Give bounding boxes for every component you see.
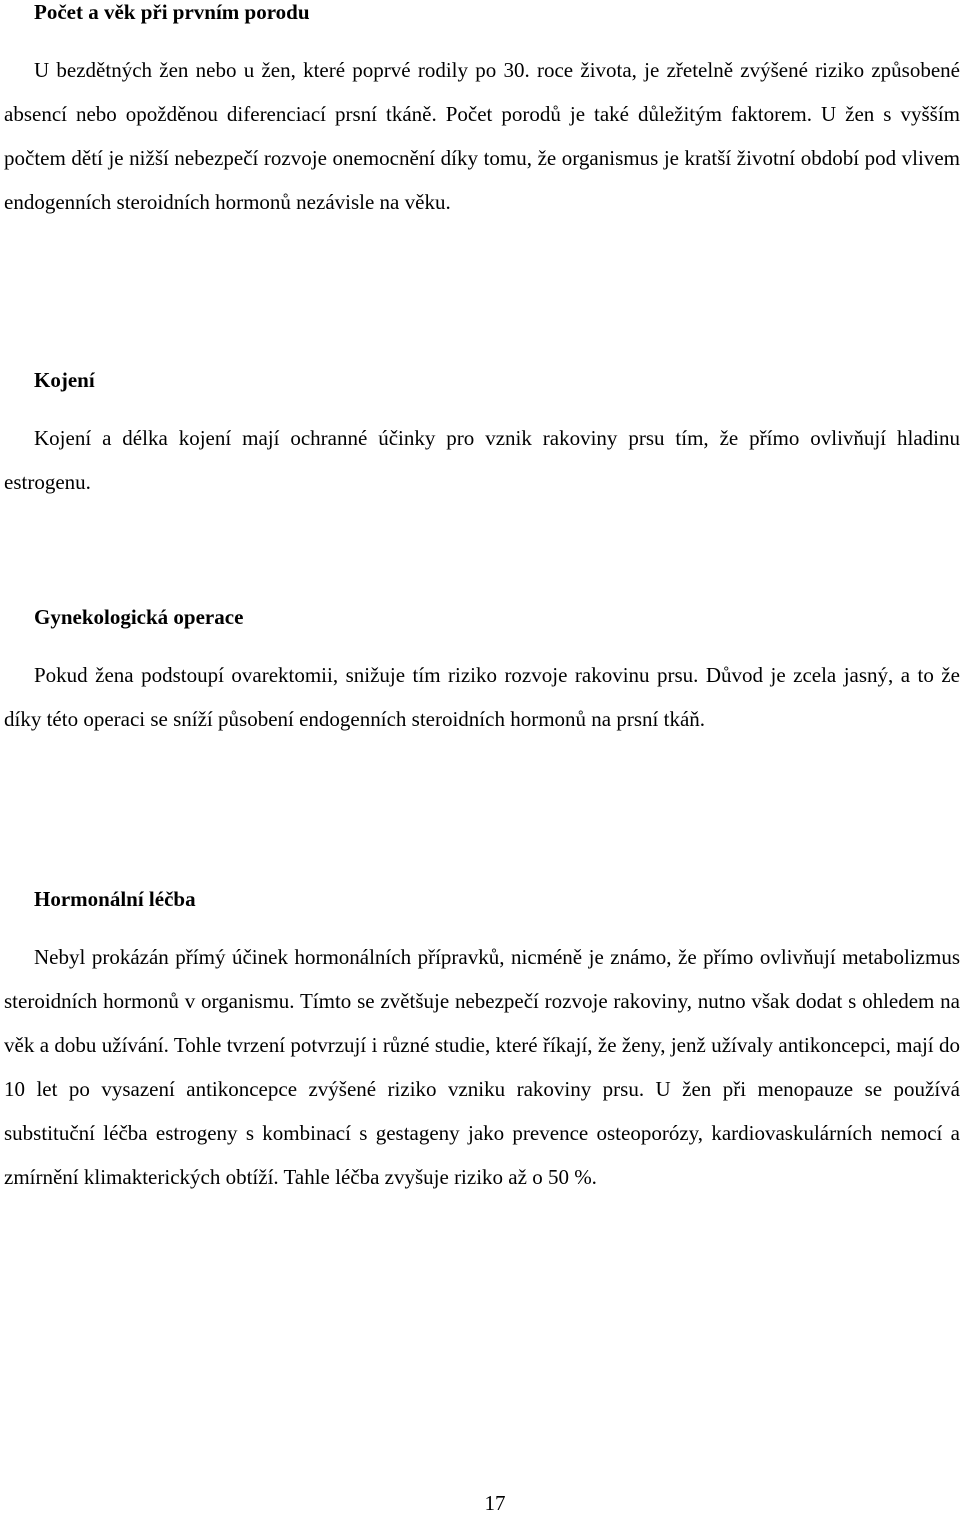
section-gynecological-surgery <box>4 603 960 741</box>
section-paragraph: Kojení a délka kojení mají ochranné účinky pro vznik rakoviny prsu tím, že přímo ovlivňují hladinu estrogenu. <box>4 426 960 494</box>
page-number: 17 <box>484 1491 506 1515</box>
section-birth-age <box>4 0 960 224</box>
section-heading: Gynekologická operace <box>34 605 244 629</box>
section-heading: Kojení <box>34 368 95 392</box>
section-hormonal-therapy <box>4 885 960 1199</box>
section-paragraph: Pokud žena podstoupí ovarektomii, snižuje tím riziko rozvoje rakovinu prsu. Důvod je zcela jasný, a to že díky této operaci se sníží působení endogenních steroidních hormonů na prsní tkáň. <box>4 663 960 731</box>
section-paragraph: Nebyl prokázán přímý účinek hormonálních přípravků, nicméně je známo, že přímo ovlivňují metabolizmus steroidních hormonů v organismu. Tímto se zvětšuje nebezpečí rozvoje rakoviny, nutno však dodat s ohledem na věk a dobu užívání. Tohle tvrzení potvrzují i různé studie, které říkají, že ženy, jenž užívaly antikoncepci, mají do 10 let po vysazení antikoncepce zvýšené riziko vzniku rakoviny prsu. U žen při menopauze se používá substituční léčba estrogeny s kombinací s gestageny jako prevence osteoporózy, kardiovaskulárních nemocí a zmírnění klimakterických obtíží. Tahle léčba zvyšuje riziko až o 50 %. <box>4 945 960 1189</box>
section-heading: Hormonální léčba <box>34 887 196 911</box>
section-breastfeeding <box>4 366 960 504</box>
section-heading: Počet a věk při prvním porodu <box>34 0 310 24</box>
section-paragraph: U bezdětných žen nebo u žen, které poprvé rodily po 30. roce života, je zřetelně zvýšené riziko způsobené absencí nebo opožděnou diferenciací prsní tkáně. Počet porodů je také důležitým faktorem. U žen s vyšším počtem dětí je nižší nebezpečí rozvoje onemocnění díky tomu, že organismus je kratší životní období pod vlivem endogenních steroidních hormonů nezávisle na věku. <box>4 58 960 214</box>
